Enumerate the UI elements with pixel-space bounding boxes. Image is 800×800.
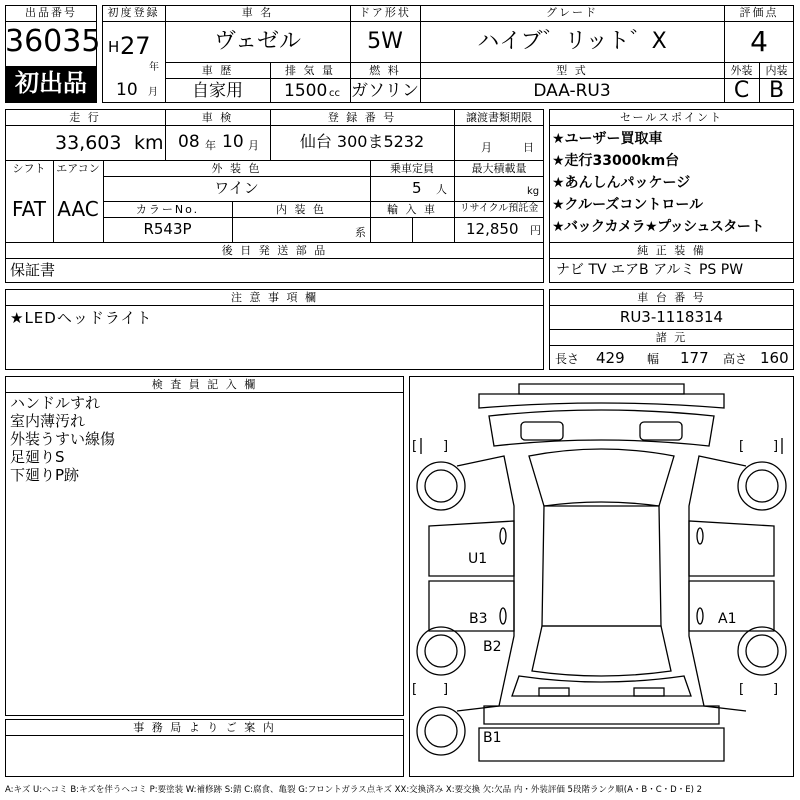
displacement-label: 排 気 量 [285, 64, 335, 77]
first-reg-label: 初度登録 [107, 6, 160, 19]
mileage-label: 走 行 [69, 111, 101, 124]
notes: ★LEDヘッドライト [10, 309, 153, 327]
capacity: 5 [412, 179, 422, 197]
import-label: 輸 入 車 [387, 203, 437, 216]
dims-label: 諸 元 [655, 331, 688, 344]
history: 自家用 [192, 81, 243, 101]
sales-point-item: ★ユーザー買取車 [552, 131, 663, 147]
inspection-month: 10 [222, 132, 244, 152]
sales-point-item: ★クルーズコントロール [552, 197, 704, 213]
damage-mark-a1: A1 [718, 611, 737, 627]
first-listing-badge: 初出品 [6, 66, 96, 102]
bracket-right: [ [739, 682, 745, 697]
inspection-year-unit: 年 [205, 139, 216, 152]
ac-label: エアコン [56, 162, 100, 175]
first-reg-year: 27 [120, 32, 151, 60]
displacement: 1500 [284, 81, 328, 101]
height-label: 高さ [723, 352, 748, 366]
later-parts: 保証書 [10, 261, 56, 279]
bracket-left: [ [412, 439, 418, 454]
int-color-label: 内 装 色 [276, 203, 326, 216]
shift: FAT [11, 197, 46, 221]
bracket-left: ] [443, 439, 449, 454]
first-reg-month: 10 [116, 80, 138, 100]
month-unit: 月 [148, 87, 158, 98]
sales-points-label: セールスポイント [619, 111, 723, 124]
bracket-right: ] [773, 439, 779, 454]
fuel-label: 燃 料 [369, 64, 401, 77]
exterior-grade: C [733, 78, 750, 103]
recycle-label: リサイクル預託金 [459, 203, 539, 214]
office-label: 事 務 局 よ り ご 案 内 [133, 721, 276, 734]
interior-grade: B [768, 78, 785, 103]
length-label: 長さ [555, 352, 580, 366]
inspector-note: 室内薄汚れ [10, 412, 86, 430]
capacity-unit: 人 [436, 183, 447, 196]
capacity-label: 乗車定員 [390, 162, 434, 175]
damage-mark-b3: B3 [469, 611, 488, 627]
damage-legend: A:キズ U:ヘコミ B:キズを伴うヘコミ P:要塗装 W:補修跡 S:錆 C:腐食、亀裂 G:フロントガラス点キズ XX:交換済み X:要交換 欠:欠品 内・外装評価 5段階ランク順(A・B・C・D・E) 2 [5, 785, 703, 795]
ext-color: ワイン [214, 179, 259, 197]
transfer-month-unit: 月 [481, 141, 492, 154]
width-label: 幅 [647, 352, 660, 366]
interior-label: 内装 [765, 64, 788, 77]
inspector-label: 検 査 員 記 入 欄 [151, 378, 258, 391]
color-no: R543P [143, 220, 192, 238]
transfer-label: 譲渡書類期限 [466, 111, 532, 124]
lot-label: 出品番号 [25, 6, 77, 19]
score: 4 [750, 25, 768, 58]
history-label: 車 歴 [201, 64, 234, 77]
ac: AAC [57, 197, 99, 221]
score-label: 評価点 [739, 6, 779, 19]
transfer-day-unit: 日 [523, 141, 534, 154]
inspector-note: ハンドルすれ [10, 394, 101, 412]
door-label: ドア形状 [359, 6, 411, 19]
exterior-label: 外装 [730, 64, 753, 77]
damage-mark-b1: B1 [483, 730, 502, 746]
inspector-note: 足廻りS [10, 448, 65, 466]
damage-mark-u1: U1 [468, 551, 488, 567]
load-label: 最大積載量 [471, 162, 527, 175]
era: H [108, 38, 120, 56]
door-type: 5W [367, 29, 403, 54]
inspection-month-unit: 月 [248, 139, 259, 152]
grade: ハイブ゛リット゛X [477, 29, 667, 54]
displacement-unit: cc [329, 88, 340, 99]
equipment: ナビ TV エアB アルミ PS PW [556, 262, 744, 278]
car-name-label: 車 名 [241, 6, 274, 19]
shift-label: シフト [12, 162, 46, 175]
height: 160 [760, 349, 789, 367]
sales-point-item: ★走行33000km台 [552, 153, 680, 169]
reg-label: 登 録 番 号 [327, 111, 397, 124]
recycle-amount: 12,850 [466, 220, 519, 238]
load-unit: kg [527, 186, 540, 197]
chassis-number: RU3-1118314 [619, 308, 724, 326]
recycle-unit: 円 [530, 224, 541, 237]
reg-number: 仙台 300ま5232 [299, 132, 425, 151]
lot-number: 36035 [5, 24, 101, 59]
car-name: ヴェゼル [213, 29, 302, 54]
model: DAA-RU3 [533, 81, 611, 101]
mileage-unit: km [134, 132, 164, 154]
damage-mark-b2: B2 [483, 639, 502, 655]
inspector-note: 下廻りP跡 [10, 466, 80, 484]
fuel: ガソリン [351, 81, 419, 101]
length: 429 [596, 349, 625, 367]
width: 177 [680, 349, 709, 367]
inspector-note: 外装うすい線傷 [10, 430, 116, 448]
int-color-unit: 系 [355, 226, 366, 239]
bracket-left: [ [412, 682, 418, 697]
grade-label: グレード [546, 6, 598, 19]
equipment-label: 純 正 装 備 [637, 244, 706, 257]
bracket-right: [ [739, 439, 745, 454]
notes-label: 注 意 事 項 欄 [231, 291, 318, 304]
sales-point-item: ★あんしんパッケージ [552, 175, 691, 191]
bracket-left: ] [443, 682, 449, 697]
bracket-right: ] [773, 682, 779, 697]
model-label: 型 式 [556, 64, 588, 77]
inspection-label: 車 検 [201, 111, 234, 124]
year-unit: 年 [149, 62, 159, 73]
sales-point-item: ★バックカメラ★プッシュスタート [552, 219, 764, 235]
car-outline-diagram [409, 376, 794, 777]
color-no-label: カラーNo. [135, 203, 200, 216]
mileage: 33,603 [55, 132, 122, 154]
later-parts-label: 後 日 発 送 部 品 [221, 244, 328, 257]
ext-color-label: 外 装 色 [211, 162, 262, 175]
chassis-label: 車 台 番 号 [637, 291, 706, 304]
inspection-year: 08 [178, 132, 200, 152]
